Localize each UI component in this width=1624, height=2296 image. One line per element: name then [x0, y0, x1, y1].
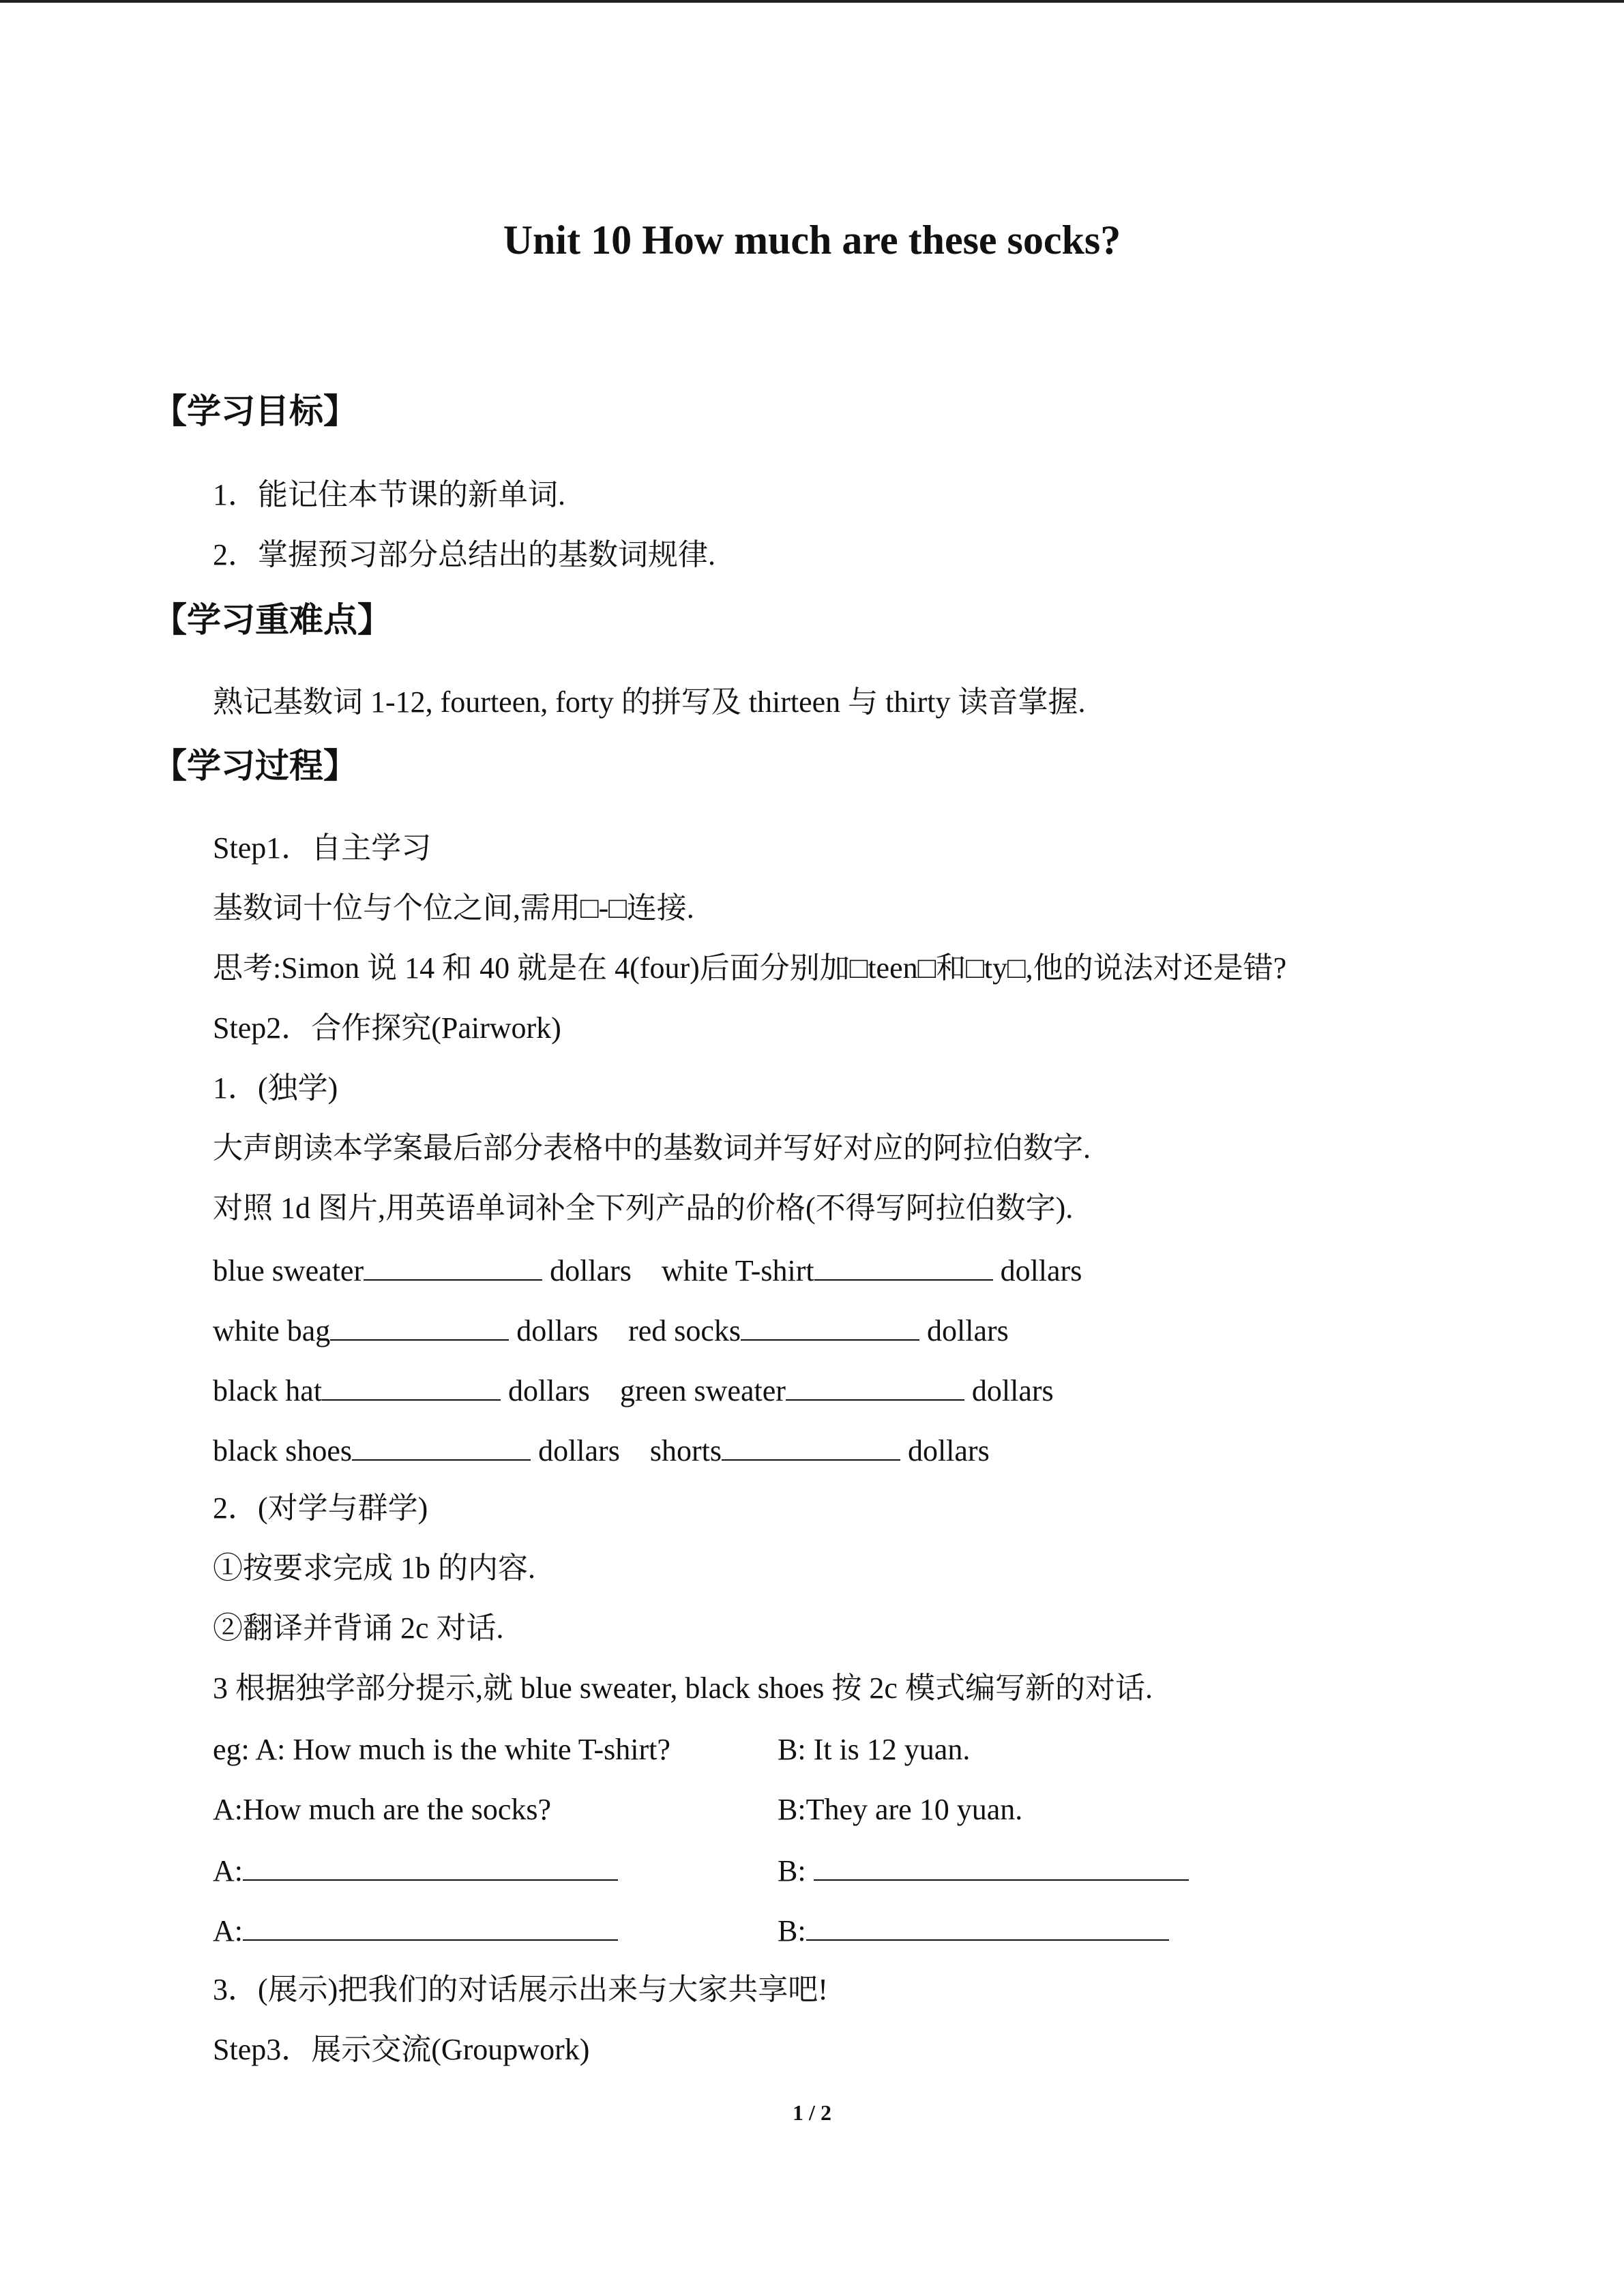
dialogue-b-row: [778, 1909, 1169, 1952]
price-item: red socks: [628, 1314, 741, 1347]
step1-line2: 思考:Simon 说 14 和 40 就是在 4(four)后面分别加□teen□和□ty□,他的说法对还是错?: [213, 951, 1287, 985]
heading-keypoints: 【学习重难点】: [153, 600, 392, 640]
heading-objectives: 【学习目标】: [153, 391, 357, 431]
dialogue-a-row: [213, 1849, 618, 1892]
price-unit: dollars: [538, 1434, 620, 1467]
step2-part4-line: 3．(展示)把我们的对话展示出来与大家共享吧!: [213, 1973, 828, 2006]
step2-title: Step2．合作探究(Pairwork): [213, 1011, 561, 1045]
price-row: [213, 1369, 1054, 1412]
step2-part3-line: 3 根据独学部分提示,就 blue sweater, black shoes 按 2c 模式编写新的对话.: [213, 1671, 1153, 1705]
price-blank[interactable]: [364, 1249, 542, 1281]
price-unit: dollars: [508, 1374, 590, 1407]
step2-part1-title: 1．(独学): [213, 1071, 338, 1105]
price-item: black shoes: [213, 1434, 353, 1467]
heading-process: 【学习过程】: [153, 746, 357, 786]
price-item: white T-shirt: [661, 1254, 814, 1287]
price-item: white bag: [213, 1314, 331, 1347]
price-unit: dollars: [927, 1314, 1009, 1347]
price-blank[interactable]: [814, 1249, 993, 1281]
dialogue-b-label: B:: [778, 1914, 806, 1948]
step2-part1-line2: 对照 1d 图片,用英语单词补全下列产品的价格(不得写阿拉伯数字).: [213, 1191, 1074, 1225]
price-unit: dollars: [516, 1314, 599, 1347]
step2-part2-line2: ②翻译并背诵 2c 对话.: [213, 1611, 504, 1645]
example2-b: B:They are 10 yuan.: [778, 1793, 1023, 1826]
price-blank[interactable]: [352, 1429, 531, 1461]
step1-title: Step1．自主学习: [213, 831, 432, 865]
objective-2: 2．掌握预习部分总结出的基数词规律.: [213, 538, 715, 571]
example-b: B: It is 12 yuan.: [778, 1733, 971, 1766]
price-blank[interactable]: [722, 1429, 900, 1461]
dialogue-b-row: [778, 1849, 1189, 1892]
price-unit: dollars: [550, 1254, 632, 1287]
price-item: shorts: [649, 1434, 722, 1467]
dialogue-b-blank[interactable]: [814, 1849, 1189, 1881]
page-title: Unit 10 How much are these socks?: [503, 218, 1121, 263]
dialogue-a-label: A:: [213, 1914, 243, 1948]
price-blank[interactable]: [330, 1309, 509, 1341]
objective-1: 1．能记住本节课的新单词.: [213, 478, 565, 511]
step3-title: Step3．展示交流(Groupwork): [213, 2033, 590, 2066]
top-border: [0, 0, 1624, 3]
dialogue-a-row: [213, 1909, 618, 1952]
price-item: green sweater: [619, 1374, 786, 1407]
price-row: [213, 1249, 1082, 1292]
step2-part1-line1: 大声朗读本学案最后部分表格中的基数词并写好对应的阿拉伯数字.: [213, 1131, 1091, 1165]
price-item: blue sweater: [213, 1254, 364, 1287]
price-row: [213, 1429, 990, 1472]
dialogue-a-blank[interactable]: [243, 1909, 618, 1941]
dialogue-a-label: A:: [213, 1854, 243, 1888]
price-blank[interactable]: [741, 1309, 919, 1341]
example2-a: A:How much are the socks?: [213, 1793, 552, 1826]
price-row: [213, 1309, 1009, 1352]
example-a: eg: A: How much is the white T-shirt?: [213, 1733, 670, 1766]
keypoints-text: 熟记基数词 1-12, fourteen, forty 的拼写及 thirteen 与 thirty 读音掌握.: [213, 685, 1086, 719]
price-blank[interactable]: [322, 1369, 501, 1401]
price-unit: dollars: [907, 1434, 990, 1467]
step2-part2-line1: ①按要求完成 1b 的内容.: [213, 1551, 535, 1585]
dialogue-b-blank[interactable]: [806, 1909, 1169, 1941]
price-unit: dollars: [1000, 1254, 1082, 1287]
step2-part2-title: 2．(对学与群学): [213, 1491, 428, 1525]
dialogue-a-blank[interactable]: [243, 1849, 618, 1881]
dialogue-b-label: B:: [778, 1854, 806, 1888]
price-item: black hat: [213, 1374, 323, 1407]
step1-line1: 基数词十位与个位之间,需用□-□连接.: [213, 891, 694, 925]
price-blank[interactable]: [786, 1369, 964, 1401]
page-number: 1 / 2: [793, 2100, 831, 2125]
price-unit: dollars: [971, 1374, 1054, 1407]
